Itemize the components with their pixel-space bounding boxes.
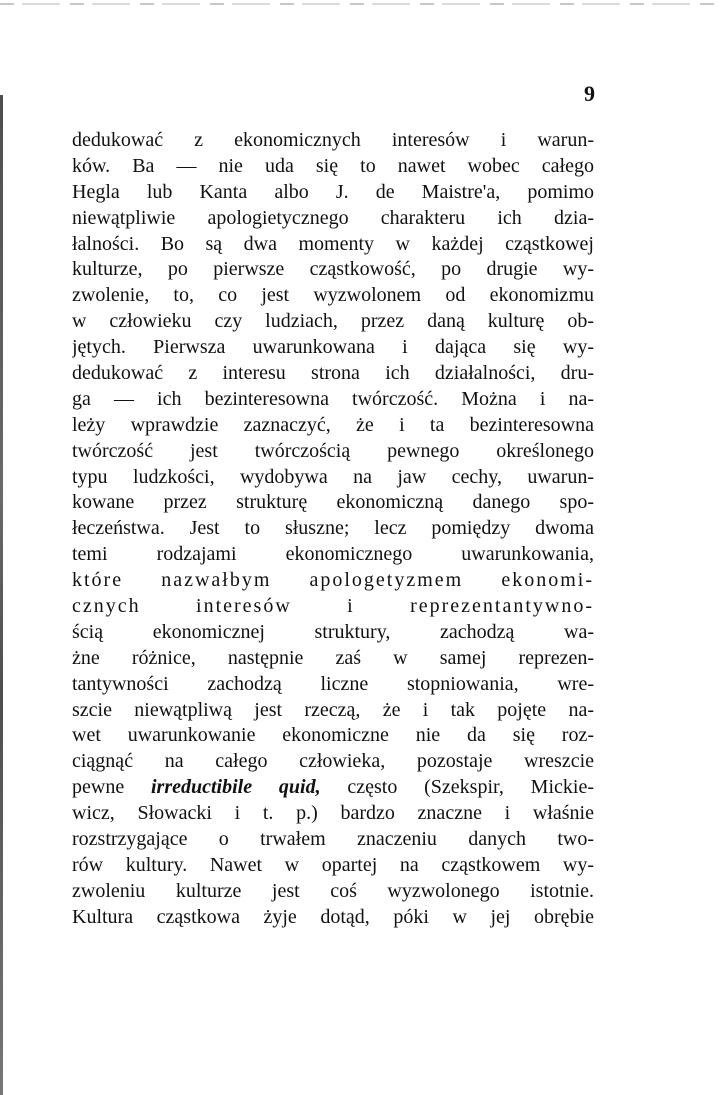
text-line: zwoleniu kulturze jest coś wyzwolonego istotnie. — [72, 879, 594, 902]
body-text — [72, 128, 594, 931]
text-line: wicz, Słowacki i t. p.) bardzo znaczne i właśnie — [72, 802, 594, 825]
page-edge-shadow — [0, 95, 3, 1095]
text-line: kowane przez strukturę ekonomiczną danego spo- — [72, 491, 594, 514]
text-line: cznych interesów i reprezentantywno- — [72, 595, 594, 618]
text-line: zwolenie, to, co jest wyzwolonem od ekonomizmu — [72, 284, 594, 307]
text-line: łeczeństwa. Jest to słuszne; lecz pomiędzy dwoma — [72, 517, 594, 540]
text-line: ga — ich bezinteresowna twórczość. Można i na- — [72, 387, 594, 410]
text-line: które nazwałbym apologetyzmem ekonomi- — [72, 569, 594, 592]
text-line: temi rodzajami ekonomicznego uwarunkowania, — [72, 543, 594, 566]
text-line: ścią ekonomicznej struktury, zachodzą wa- — [72, 620, 594, 643]
text-line: leży wprawdzie zaznaczyć, że i ta bezinteresowna — [72, 413, 594, 436]
text-line: twórczość jest twórczością pewnego określonego — [72, 439, 594, 462]
text-line: rów kultury. Nawet w opartej na cząstkowem wy- — [72, 853, 594, 876]
text-line: wet uwarunkowanie ekonomiczne nie da się roz- — [72, 724, 594, 747]
text-line: rozstrzygające o trwałem znaczeniu danych two- — [72, 828, 594, 851]
text-line: dedukować z interesu strona ich działalności, dru- — [72, 362, 594, 385]
text-line: typu ludzkości, wydobywa na jaw cechy, uwarun- — [72, 465, 594, 488]
text-line: łalności. Bo są dwa momenty w każdej cząstkowej — [72, 232, 594, 255]
text-line: ciągnąć na całego człowieka, pozostaje wreszcie — [72, 750, 594, 773]
text-line: w człowieku czy ludziach, przez daną kulturę ob- — [72, 310, 594, 333]
text-line: szcie niewątpliwą jest rzeczą, że i tak pojęte na- — [72, 698, 594, 721]
text-line-with-italic — [72, 775, 594, 801]
text-line: żne różnice, następnie zaś w samej reprezen- — [72, 646, 594, 669]
text-line: jętych. Pierwsza uwarunkowana i dająca się wy- — [72, 336, 594, 359]
text-line: Hegla lub Kanta albo J. de Maistre'a, pomimo — [72, 180, 594, 203]
text-segment: pewne — [72, 776, 151, 799]
text-line — [72, 154, 594, 180]
text-line: dedukować z ekonomicznych interesów i warun- — [72, 129, 594, 151]
page-number: 9 — [584, 81, 595, 106]
text-line: tantywności zachodzą liczne stopniowania, wre- — [72, 672, 594, 695]
text-line: Kultura cząstkowa żyje dotąd, póki w jej obrębie — [72, 905, 594, 928]
text-segment: często (Szekspir, Mickie- — [320, 776, 594, 799]
top-scan-rule — [0, 3, 720, 5]
italic-phrase: irreductibile quid, — [151, 776, 321, 799]
text-line: kulturze, po pierwsze cząstkowość, po drugie wy- — [72, 258, 594, 281]
text-line: niewątpliwie apologietycznego charakteru ich dzia- — [72, 206, 594, 229]
text-line-start: ków. Ba — nie uda się to nawet wobec całego — [72, 154, 594, 177]
